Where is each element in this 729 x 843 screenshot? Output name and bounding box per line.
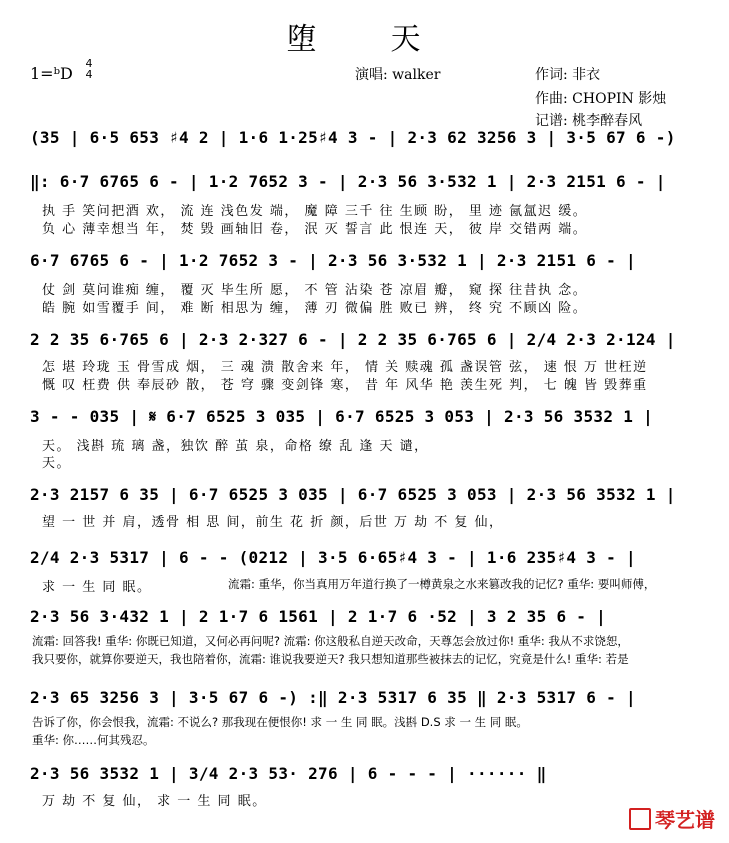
time-signature — [84, 58, 94, 80]
composer: 作曲: CHOPIN 影烛 — [535, 91, 667, 107]
notation-line: 2·3 56 3532 1 | 3/4 2·3 53· 276 | 6 - - - | ······ ‖ — [30, 764, 547, 783]
logo-icon — [629, 808, 651, 830]
time-signature-top: 4 — [85, 57, 93, 70]
lyric-line: 天。 — [42, 456, 72, 471]
dialogue-line: 流霜: 回答我! 重华: 你既已知道，又何必再问呢? 流霜: 你这般私自逆天改命，天尊怎会放过你! 重华: 我从不求饶恕， — [32, 634, 629, 648]
lyric-line: 仗 剑 莫问谁痴 缠， 覆 灭 毕生所 愿， 不 管 沾染 苍 凉眉 瓣， 窥 探 往昔执 念。 — [42, 283, 588, 298]
lyric-line: 天。 浅斟 琉 璃 盏，独饮 醉 茧 泉，命格 缭 乱 逢 天 谴， — [42, 439, 429, 454]
lyricist: 作词: 非衣 — [535, 67, 601, 83]
transcriber: 记谱: 桃李醉春风 — [535, 113, 643, 129]
dialogue-line: 告诉了你，你会恨我，流霜: 不说么? 那我现在便恨你! 求 一 生 同 眠。浅斟 D.S 求 一 生 同 眠。 — [32, 715, 528, 729]
watermark-text: 琴艺谱 — [655, 808, 715, 832]
lyric-line: 执 手 笑问把酒 欢， 流 连 浅色发 端， 魔 障 三千 往 生顾 盼， 里 迹 氤氲迟 缓。 — [42, 204, 588, 219]
dialogue-line: 流霜: 重华，你当真用万年道行换了一樽黄泉之水来篡改我的记忆? 重华: 要叫师傅， — [228, 577, 656, 591]
lyric-line: 慨 叹 枉费 供 奉辰砂 散， 苍 穹 骤 变剑锋 寒， 昔 年 风华 艳 羡生死 判， 七 魄 皆 毁葬重 — [42, 378, 648, 393]
lyric-line: 怎 堪 玲珑 玉 骨雪成 烟， 三 魂 溃 散舍来 年， 情 关 赎魂 孤 盏误管 弦， 速 恨 万 世枉逆 — [42, 360, 648, 375]
time-signature-bottom: 4 — [85, 68, 93, 81]
dialogue-line: 重华: 你……何其残忍。 — [32, 733, 155, 747]
lyric-line: 万 劫 不 复 仙， 求 一 生 同 眠。 — [42, 794, 267, 809]
key-signature: 1=ᵇD — [30, 64, 73, 83]
notation-line: 2·3 56 3·432 1 | 2 1·7 6 1561 | 2 1·7 6 ·52 | 3 2 35 6 - | — [30, 607, 607, 626]
lyric-line: 皓 腕 如雪覆手 间， 难 断 相思为 缠， 薄 刃 微偏 胜 败已 辨， 终 究 不顾凶 险。 — [42, 301, 588, 316]
performer: 演唱: walker — [355, 67, 441, 83]
dialogue-line: 我只要你，就算你要逆天，我也陪着你，流霜: 谁说我要逆天? 我只想知道那些被抹去的记忆，究竟是什么! 重华: 若是 — [32, 652, 629, 666]
lyric-line: 负 心 薄幸想当 年， 焚 毁 画轴旧 卷， 泯 灭 誓言 此 恨连 天， 彼 岸 交错两 端。 — [42, 222, 588, 237]
notation-line: 3 - - 035 | 𝄋 6·7 6525 3 035 | 6·7 6525 3 053 | 2·3 56 3532 1 | — [30, 407, 654, 426]
song-title: 堕 天 — [286, 22, 443, 57]
notation-line: 2 2 35 6·765 6 | 2·3 2·327 6 - | 2 2 35 6·765 6 | 2/4 2·3 2·124 | — [30, 330, 676, 349]
notation-line: ‖: 6·7 6765 6 - | 1·2 7652 3 - | 2·3 56 3·532 1 | 2·3 2151 6 - | — [30, 172, 666, 191]
notation-line: 6·7 6765 6 - | 1·2 7652 3 - | 2·3 56 3·532 1 | 2·3 2151 6 - | — [30, 251, 636, 270]
watermark-logo — [629, 804, 715, 833]
notation-line: (35 | 6·5 653 ♯4 2 | 1·6 1·25♯4 3 - | 2·3 62 3256 3 | 3·5 67 6 -) — [30, 128, 676, 147]
lyric-line: 求 一 生 同 眠。 — [42, 580, 152, 595]
notation-line: 2/4 2·3 5317 | 6 - - (0212 | 3·5 6·65♯4 3 - | 1·6 235♯4 3 - | — [30, 548, 636, 567]
lyric-line: 望 一 世 并 肩，透骨 相 思 间，前生 花 折 颜，后世 万 劫 不 复 仙， — [42, 515, 504, 530]
notation-line: 2·3 2157 6 35 | 6·7 6525 3 035 | 6·7 6525 3 053 | 2·3 56 3532 1 | — [30, 485, 676, 504]
notation-line: 2·3 65 3256 3 | 3·5 67 6 -) :‖ 2·3 5317 6 35 ‖ 2·3 5317 6 - | — [30, 688, 636, 707]
